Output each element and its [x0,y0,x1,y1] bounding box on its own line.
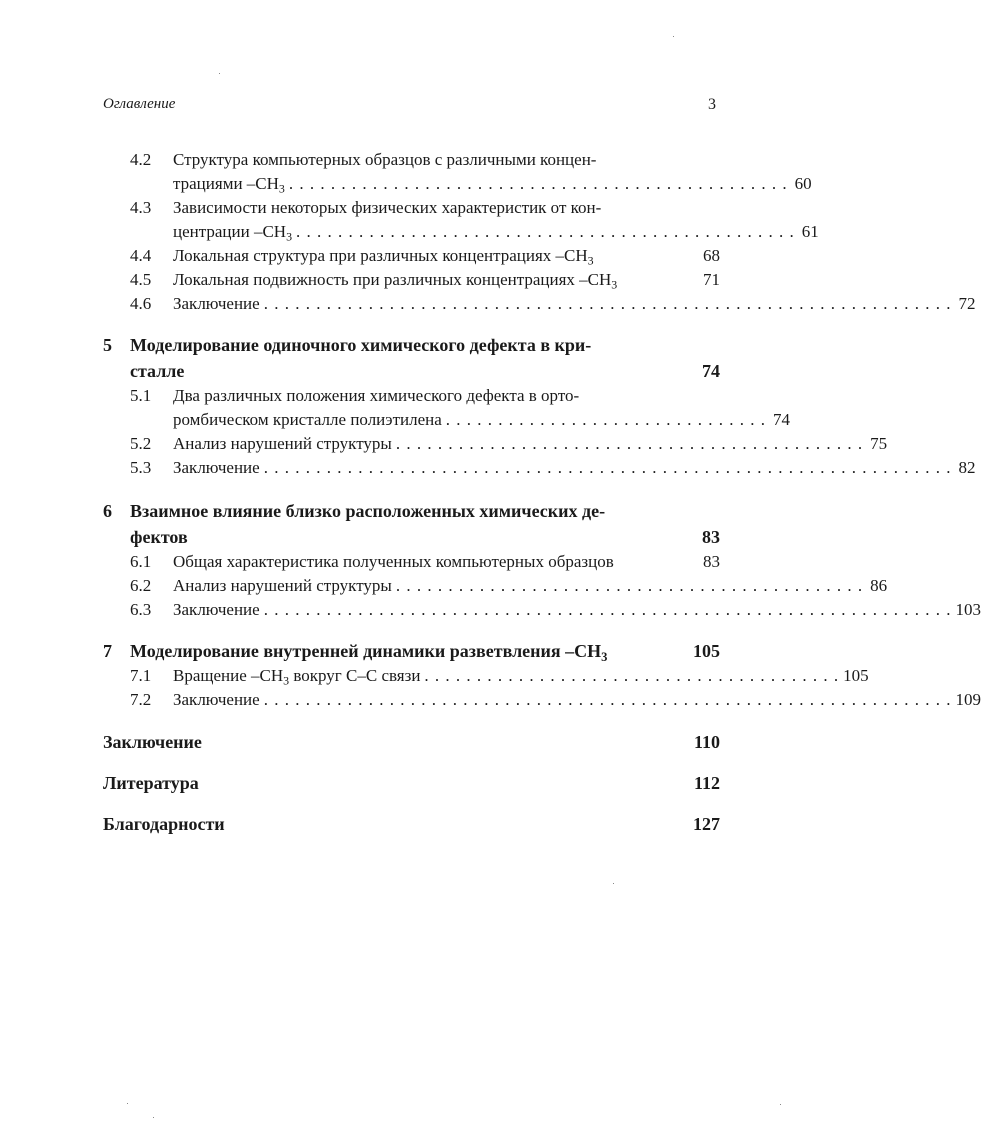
toc-entry-6-1[interactable] [103,550,720,574]
toc-entry-7-1[interactable] [103,664,869,688]
running-header-title: Оглавление [103,96,176,112]
section-title: Заключение [103,732,202,752]
dot-leader: . . . . . . . . . . . . . . . . . . . . . . . . . . . . . . . . . . . . . . . . . . . . . [395,576,864,595]
entry-number: 4.4 [130,246,152,265]
dot-leader: . . . . . . . . . . . . . . . . . . . . . . . . . . . . . . . . . . . . . . . . . . . . . . . . . . . . . . . . . . . . . . . . . . [263,600,952,619]
subscript: 3 [611,277,618,292]
entry-title: Заключение [173,690,260,709]
entry-title: Заключение [173,294,260,313]
subscript: 3 [286,229,293,244]
dot-leader: . . . . . . . . . . . . . . . . . . . . . . . . . . . . . . . . . . . . . . . . . . . . . . . . [288,174,788,193]
subscript: 3 [278,181,285,196]
chapter-title-line-2: сталле [130,361,185,381]
entry-page: 82 [958,458,976,477]
entry-page: 86 [870,576,888,595]
entry-page: 109 [955,690,981,709]
section-page: 112 [693,773,720,793]
chapter-page: 83 [702,527,720,547]
scan-speck [127,1103,128,1104]
dot-leader: . . . . . . . . . . . . . . . . . . . . . . . . . . . . . . . . . . . . . . . . [424,666,840,685]
entry-number: 6.3 [130,600,152,619]
entry-number: 5.3 [130,458,152,477]
page-number: 3 [708,96,716,113]
dot-leader: . . . . . . . . . . . . . . . . . . . . . . . . . . . . . . . . . . . . . . . . . . . . . . . . [296,222,795,241]
subscript: 3 [587,253,594,268]
entry-page: 83 [703,552,720,571]
entry-title: Локальная подвижность при различных концентрациях –CH [173,270,612,289]
entry-number: 7.1 [130,666,152,685]
entry-title-line-2: центрации –CH [173,222,287,241]
subscript: 3 [601,649,608,664]
toc-chapter-5[interactable] [103,332,720,384]
toc-entry-5-2[interactable] [103,432,888,456]
entry-title: Заключение [173,458,260,477]
entry-page: 68 [703,246,720,265]
dot-leader: . . . . . . . . . . . . . . . . . . . . . . . . . . . . . . . . . . . . . . . . . . . . . . . . . . . . . . . . . . . . . . . . . . [263,294,952,313]
entry-page: 74 [773,410,791,429]
toc-conclusion[interactable] [103,729,720,755]
chapter-title-line-1: Моделирование одиночного химического дефекта в кри- [130,335,592,355]
entry-page: 105 [843,666,869,685]
toc-entry-4-5[interactable] [103,268,720,292]
entry-number: 6.2 [130,576,152,595]
entry-title-line-2: трациями –CH [173,174,279,193]
toc-chapter-7[interactable] [103,638,720,664]
toc-entry-4-4[interactable] [103,244,720,268]
entry-number: 4.5 [130,270,152,289]
entry-title: Вращение –CH [173,666,284,685]
entry-title-tail: вокруг C–C связи [289,666,421,685]
scan-speck [613,883,614,884]
scan-speck [153,1117,154,1118]
chapter-title: Моделирование внутренней динамики разветвления –CH [130,641,602,661]
entry-page: 75 [870,434,888,453]
toc-entry-5-3[interactable] [103,456,976,480]
toc-entry-4-2[interactable] [103,148,812,196]
entry-page: 72 [958,294,976,313]
entry-number: 4.6 [130,294,152,313]
toc-references[interactable] [103,770,720,796]
entry-number: 7.2 [130,690,152,709]
entry-number: 5.2 [130,434,152,453]
entry-page: 71 [703,270,720,289]
entry-title: Анализ нарушений структуры [173,434,392,453]
table-of-contents [103,148,981,837]
scan-speck [780,1104,781,1105]
section-page: 110 [693,732,720,752]
toc-entry-6-2[interactable] [103,574,888,598]
entry-title: Заключение [173,600,260,619]
toc-acknowledgements[interactable] [103,811,720,837]
chapter-number: 7 [103,641,112,661]
toc-entry-4-6[interactable] [103,292,976,316]
chapter-title-line-1: Взаимное влияние близко расположенных химических де- [130,501,606,521]
dot-leader: . . . . . . . . . . . . . . . . . . . . . . . . . . . . . . . . . . . . . . . . . . . . . . . . . . . . . . . . . . . . . . . . . . [263,690,952,709]
dot-leader: . . . . . . . . . . . . . . . . . . . . . . . . . . . . . . . [445,410,767,429]
entry-title: Анализ нарушений структуры [173,576,392,595]
toc-entry-4-3[interactable] [103,196,819,244]
entry-title-line-1: Структура компьютерных образцов с различными концен- [173,150,597,169]
toc-entry-6-3[interactable] [103,598,981,622]
chapter-number: 6 [103,501,112,521]
toc-chapter-6[interactable] [103,498,720,550]
entry-number: 6.1 [130,552,152,571]
section-title: Литература [103,773,199,793]
entry-title: Общая характеристика полученных компьютерных образцов [173,552,614,571]
section-title: Благодарности [103,814,225,834]
toc-entry-7-2[interactable] [103,688,981,712]
entry-page: 103 [955,600,981,619]
scan-speck [219,73,220,74]
entry-title: Локальная структура при различных концентрациях –CH [173,246,588,265]
toc-entry-5-1[interactable] [103,384,791,432]
chapter-title-line-2: фектов [130,527,188,547]
entry-page: 60 [794,174,812,193]
chapter-page: 74 [702,361,720,381]
chapter-number: 5 [103,335,112,355]
dot-leader: . . . . . . . . . . . . . . . . . . . . . . . . . . . . . . . . . . . . . . . . . . . . . [395,434,864,453]
entry-page: 61 [801,222,819,241]
chapter-page: 105 [693,641,720,661]
entry-number: 4.2 [130,150,152,169]
subscript: 3 [283,673,290,688]
entry-title-line-1: Два различных положения химического дефекта в орто- [173,386,580,405]
scan-speck [673,36,674,37]
entry-title-line-2: ромбическом кристалле полиэтилена [173,410,442,429]
entry-title-line-1: Зависимости некоторых физических характеристик от кон- [173,198,602,217]
dot-leader: . . . . . . . . . . . . . . . . . . . . . . . . . . . . . . . . . . . . . . . . . . . . . . . . . . . . . . . . . . . . . . . . . . [263,458,952,477]
entry-number: 4.3 [130,198,152,217]
section-page: 127 [693,814,720,834]
entry-number: 5.1 [130,386,152,405]
